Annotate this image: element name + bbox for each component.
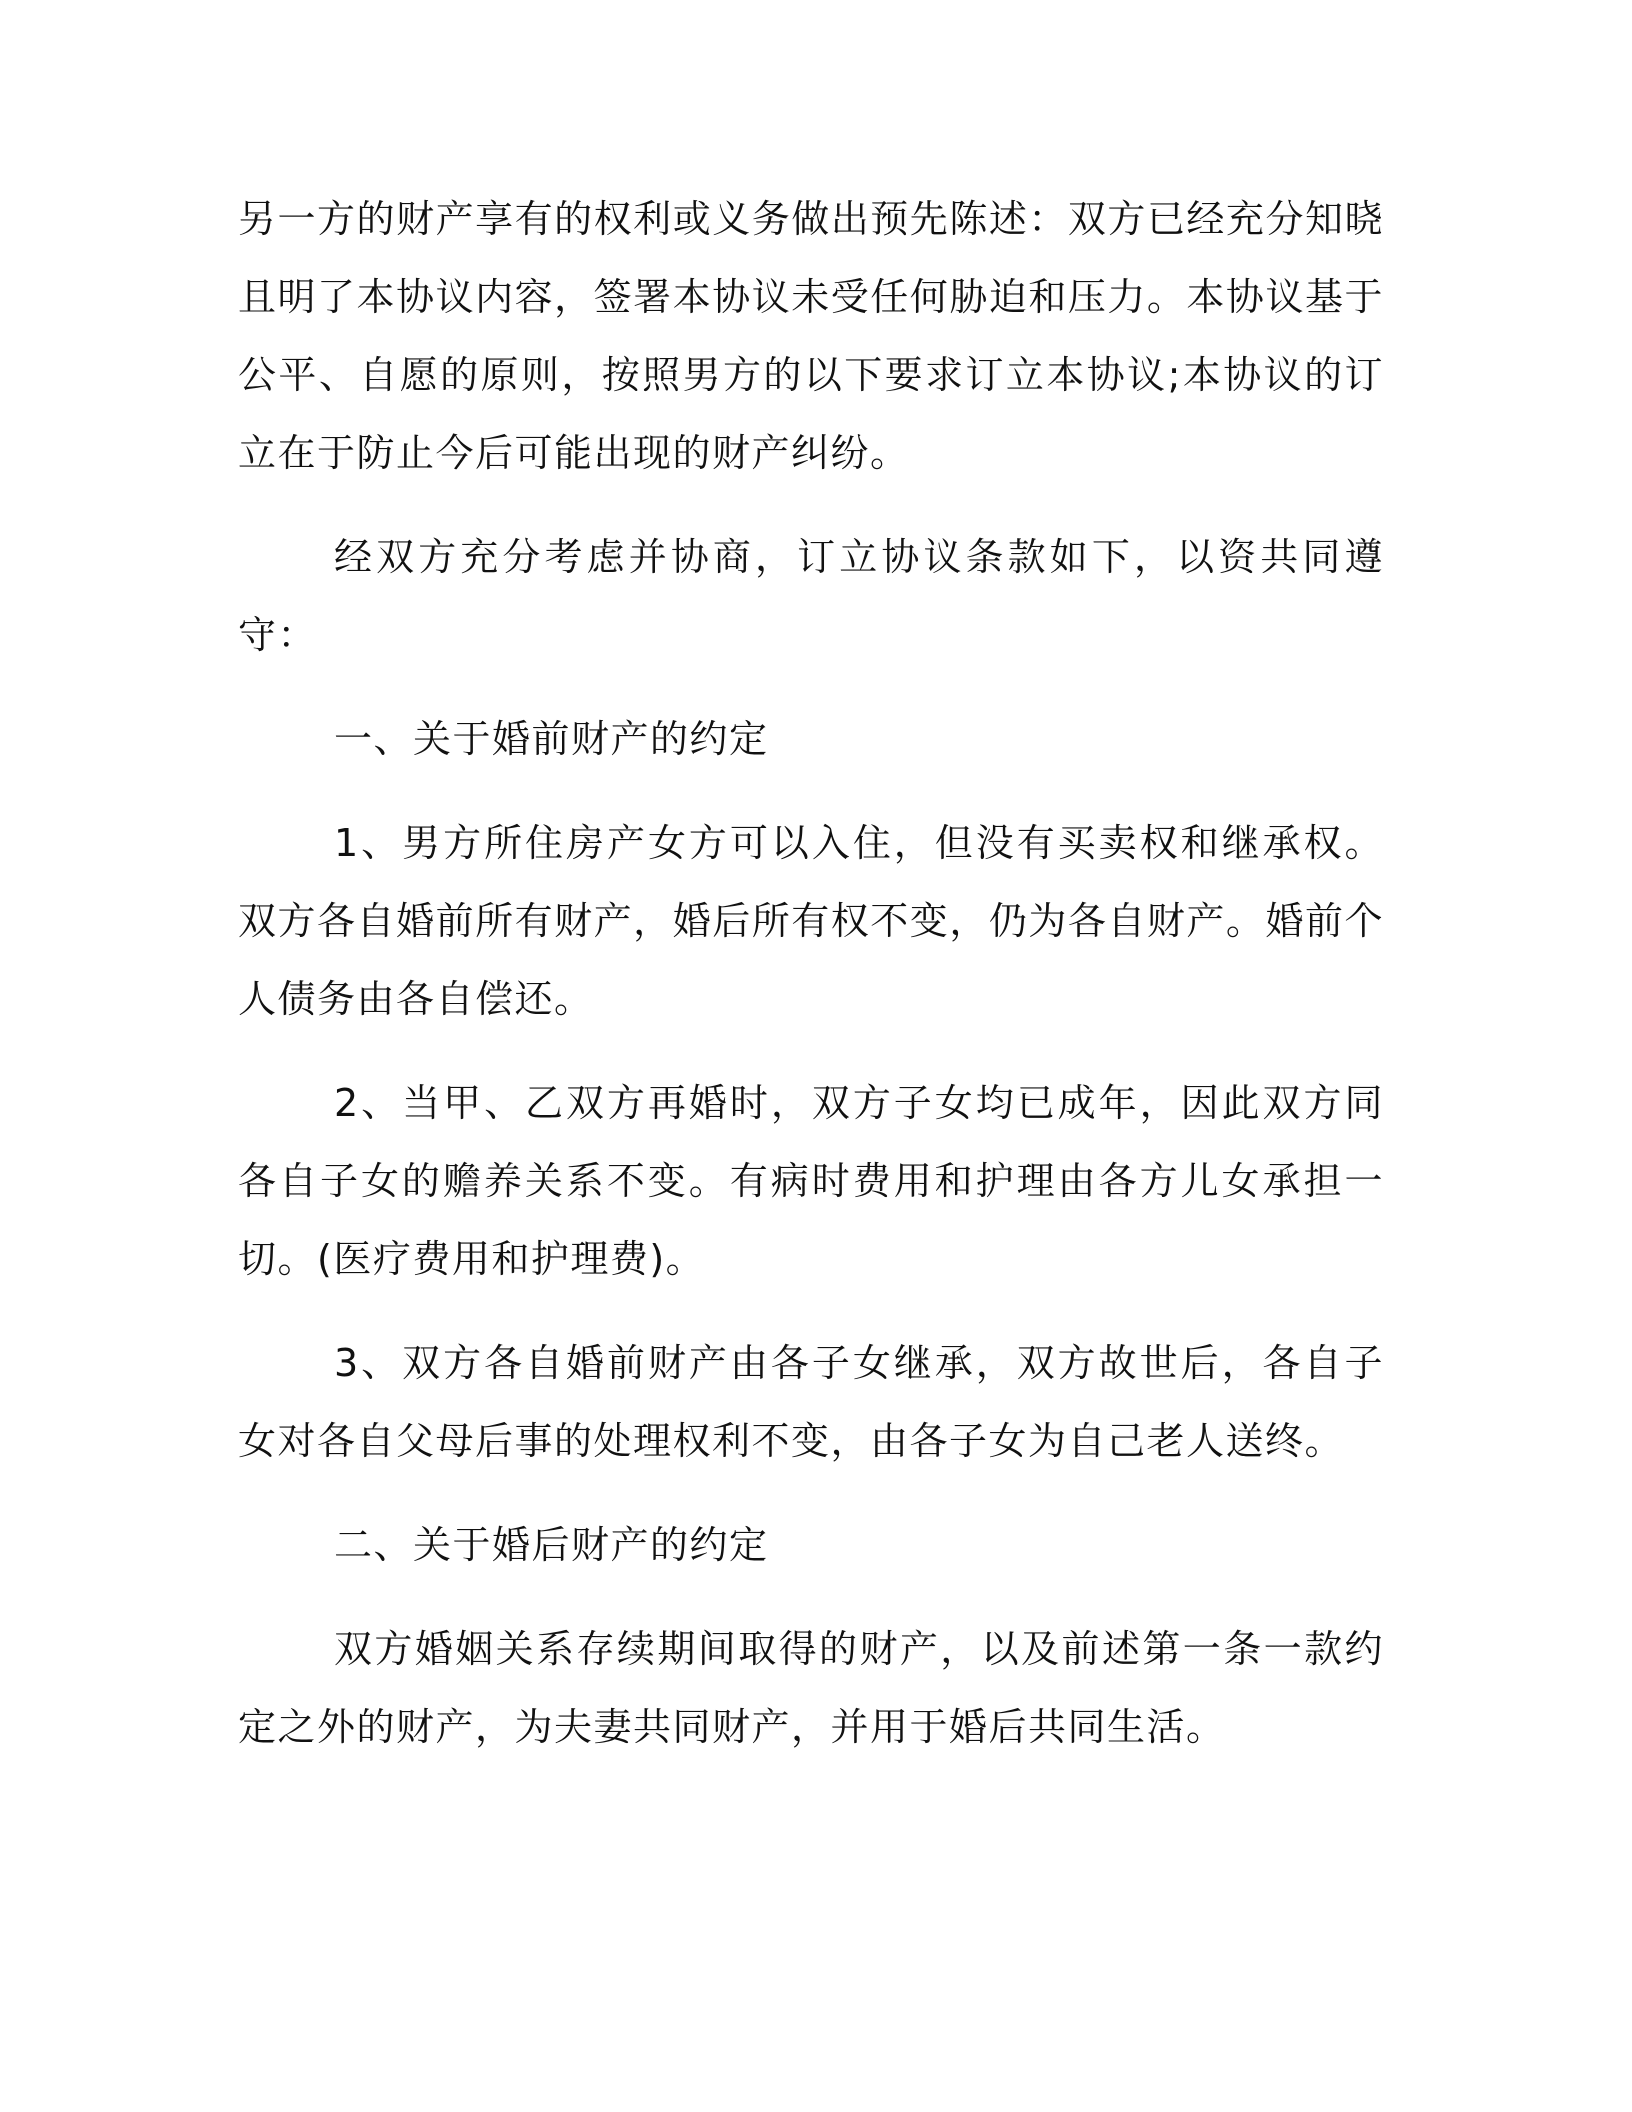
section-heading-marital-property: 二、关于婚后财产的约定 <box>334 1523 769 1567</box>
paragraph-preamble-continuation: 另一方的财产享有的权利或义务做出预先陈述：双方已经充分知晓且明了本协议内容，签署本协议未受任何胁迫和压力。本协议基于公平、自愿的原则，按照男方的以下要求订立本协议;本协议的订立在于防止今后可能出现的财产纠纷。 <box>238 197 1384 475</box>
clause-2: 2、当甲、乙双方再婚时，双方子女均已成年，因此双方同各自子女的赡养关系不变。有病时费用和护理由各方儿女承担一切。(医疗费用和护理费)。 <box>238 1081 1384 1281</box>
paragraph-marital-property: 双方婚姻关系存续期间取得的财产，以及前述第一条一款约定之外的财产，为夫妻共同财产，并用于婚后共同生活。 <box>238 1627 1384 1749</box>
clause-3: 3、双方各自婚前财产由各子女继承，双方故世后，各自子女对各自父母后事的处理权利不变，由各子女为自己老人送终。 <box>238 1341 1384 1463</box>
section-heading-premarital-property: 一、关于婚前财产的约定 <box>334 717 769 761</box>
clause-1: 1、男方所住房产女方可以入住，但没有买卖权和继承权。双方各自婚前所有财产，婚后所有权不变，仍为各自财产。婚前个人债务由各自偿还。 <box>238 821 1384 1021</box>
paragraph-agreement-intro: 经双方充分考虑并协商，订立协议条款如下，以资共同遵守： <box>238 535 1384 657</box>
document-body <box>238 180 1384 1766</box>
